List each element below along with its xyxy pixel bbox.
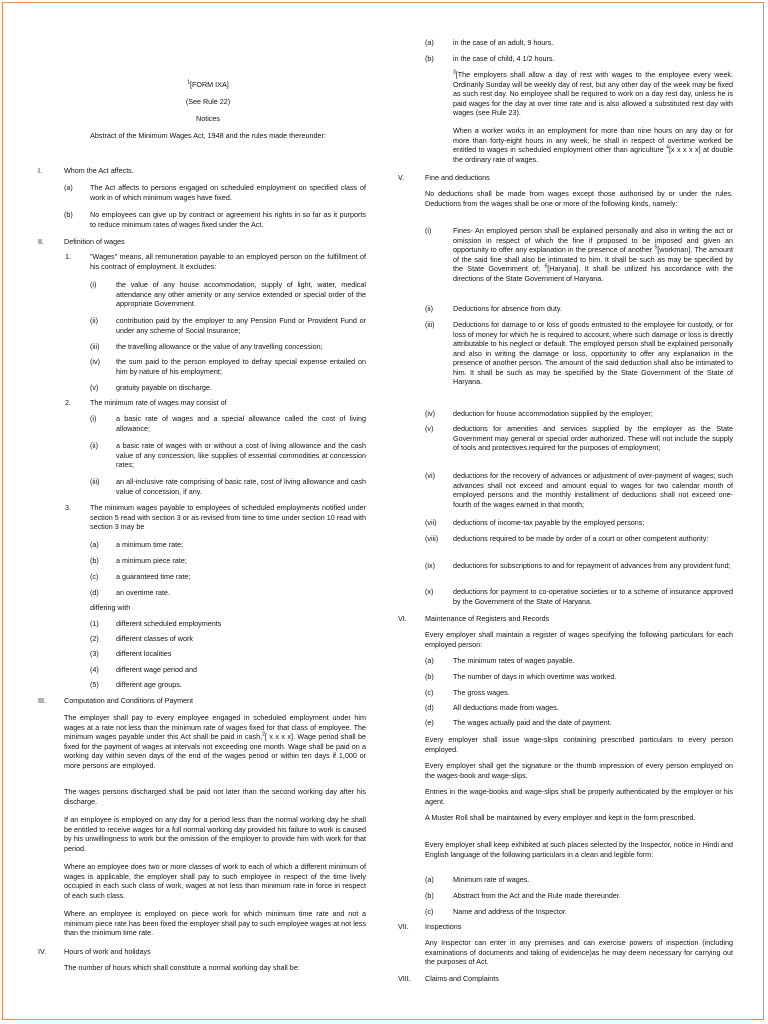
item-text: deductions for amenities and services supplied by the employer as the State Government may general or special order authorized. These will not include the supply of tools and protectives required for the purposes of employment; [453, 424, 733, 452]
item-label: (ix) [425, 561, 435, 570]
paragraph: The number of hours which shall constitute a normal working day shall be: [64, 963, 300, 972]
paragraph: Entries in the wage-books and wage-slips shall be properly authenticated by the employer or his agent. [425, 787, 733, 806]
section-title: Definition of wages [64, 237, 125, 246]
item-label: (i) [425, 226, 432, 235]
item-text: Minimum rate of wages. [453, 875, 530, 884]
section-title: Computation and Conditions of Payment [64, 696, 194, 705]
item-label: (iv) [90, 357, 100, 366]
item-text: a basic rate of wages with or without a cost of living allowance and the cash value of any concession, like supplies of essential commodities at concession rates; [116, 441, 366, 469]
item-label: (ii) [90, 316, 98, 325]
section-title: Hours of work and holidays [64, 947, 151, 956]
item-label: 2. [65, 398, 71, 407]
paragraph: If an employee is employed on any day for a period less than the normal working day he shall be entitled to receive wages for a full normal working day provided his failure to work is caused by his unwillingness to work but the omission of the employer to provide him with work for that period. [64, 815, 366, 853]
paragraph: A Muster Roll shall be maintained by every employer and kept in the form prescribed. [425, 813, 696, 822]
item-label: (ii) [90, 441, 98, 450]
section-title: Claims and Complaints [425, 974, 499, 983]
paragraph: Where an employee is employed on piece work for which minimum time rate and not a minimum piece rate has been fixed the employer shall pay to such employee wages at not less than the minimum time rate. [64, 909, 366, 937]
item-text: deductions for payment to co-operative societies or to a scheme of insurance approved by the Government of the State of Haryana. [453, 587, 733, 606]
notices-heading: Notices [196, 114, 220, 123]
item-text: "Wages" means, all remuneration payable to an employed person on the fulfillment of his contract of employment. It excludes: [90, 252, 366, 271]
item-label: (b) [425, 891, 434, 900]
paragraph: Every employer shall issue wage-slips containing prescribed particulars to every person employed. [425, 735, 733, 754]
item-text: Deductions for damage to or loss of goods entrusted to the employee for custody, or for loss of money for which he is required to account, where such damage or loss is directly attributable to his neglect or default. The employed person shall be explained personally and also in writing the damage or loss, opportunity to offer any explanation in the presence of another person. The amount of the said deduction shall also be intimated to him. It shall be such as may be specified by the State Government of the State of Haryana. [453, 320, 733, 386]
item-text: a minimum piece rate; [116, 556, 187, 565]
differing-label: differing with [90, 603, 131, 612]
item-label: (ii) [425, 304, 433, 313]
item-label: (2) [90, 634, 99, 643]
section-number: II. [38, 237, 44, 246]
item-text: different wage period and [116, 665, 197, 674]
item-label: (d) [90, 588, 99, 597]
paragraph: Where an employee does two or more classes of work to each of which a different minimum of wages is applicable, the employer shall pay to such employee in respect of the time lively occupied in each such class of work, wages at not less than minimum rate in force in respect of each such class. [64, 862, 366, 900]
rule-ref: (See Rule 22) [185, 97, 231, 106]
item-label: (c) [425, 688, 434, 697]
section-number: III. [38, 696, 46, 705]
paragraph: Every employer shall keep exhibited at such places selected by the Inspector, notice in Hindi and English language of the following particulars in a clean and legible form: [425, 840, 733, 859]
item-label: (i) [90, 280, 97, 289]
item-text: a minimum time rate; [116, 540, 184, 549]
item-text: deductions for the recovery of advances or adjustment of over-payment of wages; such advances shall not exceed and amount equal to wages for two calendar month of employed persons and the monthly installment of deductions shall not exceed one-fourth of the wages earned in that month; [453, 471, 733, 509]
item-label: (b) [64, 210, 73, 219]
item-text: The gross wages. [453, 688, 510, 697]
item-label: (iii) [90, 477, 100, 486]
section-number: VI. [398, 614, 407, 623]
item-text: in the case of an adult, 9 hours. [453, 38, 554, 47]
item-text: different classes of work [116, 634, 193, 643]
item-text: an overtime rate. [116, 588, 170, 597]
item-label: (a) [425, 875, 434, 884]
item-label: (c) [425, 907, 434, 916]
section-number: I. [38, 166, 42, 175]
item-text: different localities [116, 649, 172, 658]
paragraph: The wages persons discharged shall be paid not later than the second working day after his discharge. [64, 787, 366, 806]
item-text: gratuity payable on discharge. [116, 383, 212, 392]
item-text: Name and address of the Inspector. [453, 907, 567, 916]
item-label: 3. [65, 503, 71, 512]
item-text: Abstract from the Act and the Rule made thereunder. [453, 891, 621, 900]
paragraph: When a worker works in an employment for more than nine hours on any day or for more than forty-eight hours in any week, he shall in respect of overtime worked be entitled to wages in scheduled employment other than agriculture $^4$[x x x x x] at double the ordinary rate of wages. [453, 126, 733, 164]
paragraph: Every employer shall get the signature or the thumb impression of every person employed on the wages-book and wage-slips. [425, 761, 733, 780]
item-label: (5) [90, 680, 99, 689]
item-label: (v) [90, 383, 99, 392]
section-title: Fine and deductions [425, 173, 490, 182]
item-text: deduction for house accommodation supplied by the employer; [453, 409, 653, 418]
item-text: Fines- An employed person shall be explained personally and also in writing the act or omission in respect of which the fine if proposed to be imposed and given an opportunity to offer any explanation in the presence of another $^5$[workman]. The amount of the said fine shall also be intimated to him. It shall be such as may be specified by the State Government of; $^6$[Haryana]. It shall be utilized his accordance with the directions of the State Government of Haryana. [453, 226, 733, 283]
item-text: an all-inclusive rate comprising of basic rate, cost of living allowance and cash value of concession, if any. [116, 477, 366, 496]
item-text: The minimum wages payable to employees of scheduled employments notified under section 5 read with section 3 or as revised from time to time under section 10 read with section 3 may be [90, 503, 366, 531]
item-text: the value of any house accommodation, supply of light, water, medical attendance any other amenity or any service extended or special order of the appropriate Government. [116, 280, 366, 308]
item-label: (iii) [425, 320, 435, 329]
item-text: The Act affects to persons engaged on scheduled employment on specified class of work in of which minimum wages have fixed. [90, 183, 366, 202]
item-text: contribution paid by the employer to any Pension Fund or Provident Fund or under any scheme of Social Insurance; [116, 316, 366, 335]
item-label: (3) [90, 649, 99, 658]
item-text: No employees can give up by contract or agreement his rights in so far as it purports to reduce minimum rates of wages fixed under the Act. [90, 210, 366, 229]
item-text: deductions of income-tax payable by the employed persons; [453, 518, 645, 527]
item-label: (vii) [425, 518, 437, 527]
item-text: different age groups. [116, 680, 182, 689]
item-text: All deductions made from wages. [453, 703, 559, 712]
item-text: different scheduled employments [116, 619, 222, 628]
section-number: IV. [38, 947, 47, 956]
paragraph: Any Inspector can enter in any premises and can exercise powers of inspection (including examinations of documents and taking of evidence)as he may deem necessary for carrying out the purposes of Act. [425, 938, 733, 966]
paragraph: Every employer shall maintain a register of wages specifying the following particulars for each employed person: [425, 630, 733, 649]
item-label: (b) [90, 556, 99, 565]
abstract-heading: Abstract of the Minimum Wages Act, 1948 and the rules made thereunder: [90, 131, 326, 140]
item-label: (1) [90, 619, 99, 628]
item-text: a basic rate of wages and a special allowance called the cost of living allowance; [116, 414, 366, 433]
item-label: (a) [64, 183, 73, 192]
section-number: V. [398, 173, 405, 182]
item-text: Deductions for absence from duty. [453, 304, 562, 313]
section-number: VII. [398, 922, 409, 931]
item-label: (a) [425, 38, 434, 47]
item-label: (d) [425, 703, 434, 712]
item-text: deductions for subscriptions to and for repayment of advances from any provident fund; [453, 561, 731, 570]
item-text: The number of days in which overtime was worked. [453, 672, 617, 681]
item-text: The minimum rates of wages payable. [453, 656, 575, 665]
item-label: (viii) [425, 534, 439, 543]
item-label: (c) [90, 572, 99, 581]
item-text: deductions required to be made by order of a court or other competent authority: [453, 534, 709, 543]
item-label: (a) [425, 656, 434, 665]
section-title: Maintenance of Registers and Records [425, 614, 550, 623]
item-label: (i) [90, 414, 97, 423]
paragraph: The employer shall pay to every employee engaged in scheduled employment under him wages at a rate not less than the minimum rate of wages fixed for that class of employee. The minimum wages payable under this Act shall be paid in cash,$^2$[ x x x x]. Wage period shall be fixed for the payment of wages at intervals not exceeding one month. Wage shall be paid on a working day within seven days of the end of the wages period or within ten days if 1,000 or more persons are employed. [64, 713, 366, 770]
item-label: (b) [425, 54, 434, 63]
section-title: Whom the Act affects. [64, 166, 134, 175]
paragraph: $^3$[The employers shall allow a day of rest with wages to the employee every week. Ordinarily Sunday will be weekly day of rest, but any other day of the week may be fixed as such rest day. No employee shall be required to work on a day rest day, unless he is paid wages for the day at over time rate and is also allowed a substituted rest day with wages (see Rule 23). [453, 69, 733, 117]
section-title: Inspections [425, 922, 462, 931]
item-label: (x) [425, 587, 434, 596]
item-label: (vi) [425, 471, 435, 480]
paragraph: No deductions shall be made from wages except those authorised by or under the rules. Deductions from the wages shall be one or more of the following kinds, namely: [425, 189, 733, 208]
item-label: (4) [90, 665, 99, 674]
item-label: (a) [90, 540, 99, 549]
section-number: VIII. [398, 974, 411, 983]
item-label: (e) [425, 718, 434, 727]
item-text: The wages actually paid and the date of payment. [453, 718, 612, 727]
item-text: The minimum rate of wages may consist of [90, 398, 227, 407]
item-text: a guaranteed time rate; [116, 572, 191, 581]
item-label: 1. [65, 252, 71, 261]
item-text: the sum paid to the person employed to defray special expense entailed on him by nature of his employment; [116, 357, 366, 376]
form-title: $^1$[FORM IXA] [187, 79, 229, 89]
item-label: (iii) [90, 342, 100, 351]
item-text: the travelling allowance or the value of any travelling concession; [116, 342, 323, 351]
item-label: (b) [425, 672, 434, 681]
item-text: in the case of child, 4 1/2 hours. [453, 54, 555, 63]
item-label: (v) [425, 424, 434, 433]
item-label: (iv) [425, 409, 435, 418]
